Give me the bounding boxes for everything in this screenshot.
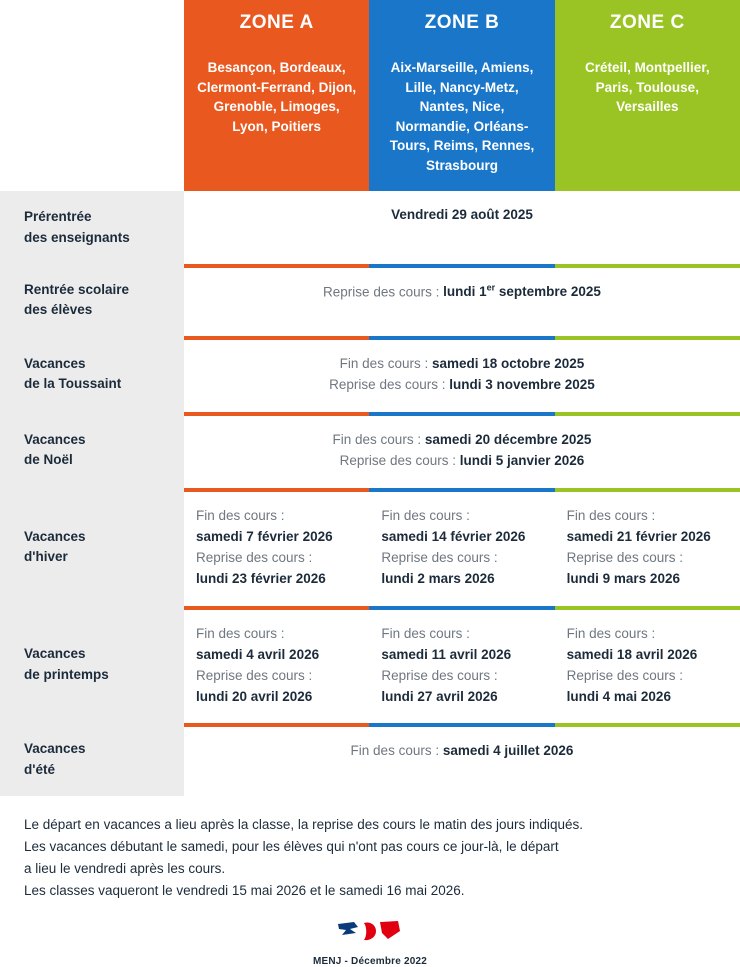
- zone-b-cities: Aix-Marseille, Amiens, Lille, Nancy-Metz, Nantes, Nice, Normandie, Orléans-Tours, Reims, Rennes, Strasbourg: [369, 46, 554, 191]
- date-text: samedi 4 avril 2026: [196, 646, 320, 662]
- row-label-line1: Vacances: [24, 646, 86, 662]
- row-cells: [184, 412, 740, 488]
- note-line: a lieu le vendredi après les cours.: [24, 860, 226, 876]
- date-text: lundi 20 avril 2026: [196, 688, 313, 704]
- row-label-line2: des élèves: [24, 302, 93, 318]
- zone-b-title: ZONE B: [369, 0, 554, 46]
- label-text: Fin des cours :: [332, 432, 425, 448]
- date-text: samedi 20 décembre 2025: [424, 432, 592, 448]
- note-line: Les vacances débutant le samedi, pour les élèves qui n'ont pas cours ce jour-là, le départ: [24, 838, 559, 854]
- label-text: Fin des cours :: [381, 625, 470, 641]
- row-cells: [184, 606, 740, 724]
- zone-c-cities: Créteil, Montpellier, Paris, Toulouse, Versailles: [555, 46, 740, 191]
- row-label-line1: Vacances: [24, 356, 86, 372]
- row-label: [0, 264, 184, 337]
- table-row: [0, 412, 740, 488]
- label-text: Fin des cours :: [339, 356, 432, 372]
- date-text: lundi 1er septembre 2025: [443, 282, 601, 300]
- row-label-line1: Vacances: [24, 528, 86, 544]
- date-text: lundi 23 février 2026: [196, 570, 326, 586]
- label-text: Fin des cours :: [196, 625, 285, 641]
- row-label-line2: de Noël: [24, 452, 73, 468]
- table-row: [0, 723, 740, 796]
- notes-block: [0, 796, 740, 905]
- row-cells: [184, 488, 740, 606]
- row-merged-cell: [184, 727, 740, 778]
- table-row: [0, 191, 740, 264]
- label-text: Reprise des cours :: [566, 549, 683, 565]
- label-text: Fin des cours :: [566, 508, 656, 524]
- row-label-line1: Vacances: [24, 741, 86, 757]
- table-row: [0, 264, 740, 337]
- zone-a-cell: [184, 610, 369, 724]
- row-label-line2: de printemps: [24, 666, 109, 682]
- row-merged-cell: [184, 340, 740, 412]
- label-text: Fin des cours :: [350, 743, 443, 759]
- zones-header: [0, 0, 740, 191]
- date-text: samedi 14 février 2026: [381, 528, 526, 544]
- row-label: [0, 191, 184, 264]
- row-cells: [184, 264, 740, 337]
- note-line: Les classes vaqueront le vendredi 15 mai 2026 et le samedi 16 mai 2026.: [24, 882, 465, 898]
- zone-c-cell: [555, 610, 740, 724]
- footer: [0, 919, 740, 967]
- label-text: Reprise des cours :: [323, 284, 444, 300]
- end-line: [196, 354, 728, 375]
- label-text: Reprise des cours :: [339, 453, 460, 469]
- row-cells: [184, 723, 740, 796]
- label-text: Fin des cours :: [566, 625, 656, 641]
- row-label: [0, 488, 184, 606]
- date-text: lundi 5 janvier 2026: [459, 453, 585, 469]
- date-text: lundi 3 novembre 2025: [449, 377, 595, 393]
- row-label: [0, 336, 184, 412]
- table-row: [0, 336, 740, 412]
- row-label: [0, 606, 184, 724]
- row-label-line2: d'hiver: [24, 548, 68, 564]
- zone-a-cities: Besançon, Bordeaux, Clermont-Ferrand, Dijon, Grenoble, Limoges, Lyon, Poitiers: [184, 46, 369, 191]
- date-text: samedi 21 février 2026: [566, 528, 711, 544]
- date-text: lundi 2 mars 2026: [381, 570, 495, 586]
- note-line: Le départ en vacances a lieu après la classe, la reprise des cours le matin des jours indiqués.: [24, 816, 584, 832]
- row-cells: [184, 191, 740, 264]
- row-cells: [184, 336, 740, 412]
- row-label-line2: de la Toussaint: [24, 376, 122, 392]
- row-label-line2: des enseignants: [24, 229, 130, 245]
- zone-c-title: ZONE C: [555, 0, 740, 46]
- resume-line: [196, 375, 728, 396]
- row-label: [0, 412, 184, 488]
- label-text: Reprise des cours :: [196, 667, 313, 683]
- date-text: lundi 9 mars 2026: [566, 570, 680, 586]
- label-text: Reprise des cours :: [566, 667, 683, 683]
- zone-b-cell: [369, 492, 554, 606]
- french-republic-logo-icon: [336, 919, 404, 950]
- date-text: Vendredi 29 août 2025: [391, 207, 533, 223]
- table-row: [0, 606, 740, 724]
- zone-a-cell: [184, 492, 369, 606]
- date-text: samedi 7 février 2026: [196, 528, 333, 544]
- date-text: lundi 4 mai 2026: [566, 688, 671, 704]
- end-line: [196, 430, 728, 451]
- row-label: [0, 723, 184, 796]
- row-label-line1: Prérentrée: [24, 209, 92, 225]
- zone-c-cell: [555, 492, 740, 606]
- row-label-line2: d'été: [24, 761, 55, 777]
- row-merged-cell: [184, 268, 740, 319]
- row-merged-cell: [184, 191, 740, 242]
- zone-a-title: ZONE A: [184, 0, 369, 46]
- label-text: Reprise des cours :: [329, 377, 450, 393]
- row-merged-cell: [184, 416, 740, 488]
- label-text: Reprise des cours :: [381, 549, 498, 565]
- label-text: Fin des cours :: [381, 508, 470, 524]
- zone-b-cell: [369, 610, 554, 724]
- label-text: Reprise des cours :: [196, 549, 313, 565]
- label-text: Reprise des cours :: [381, 667, 498, 683]
- credit-text: MENJ - Décembre 2022: [312, 956, 428, 967]
- date-text: samedi 18 avril 2026: [566, 646, 698, 662]
- header-spacer: [0, 0, 184, 46]
- date-text: samedi 4 juillet 2026: [442, 743, 574, 759]
- label-text: Fin des cours :: [196, 508, 285, 524]
- date-text: lundi 27 avril 2026: [381, 688, 498, 704]
- row-label-line1: Rentrée scolaire: [24, 281, 130, 297]
- row-label-line1: Vacances: [24, 431, 86, 447]
- date-text: samedi 11 avril 2026: [381, 646, 512, 662]
- table-row: [0, 488, 740, 606]
- date-text: samedi 18 octobre 2025: [431, 356, 585, 372]
- header-spacer-2: [0, 46, 184, 191]
- resume-line: [196, 451, 728, 472]
